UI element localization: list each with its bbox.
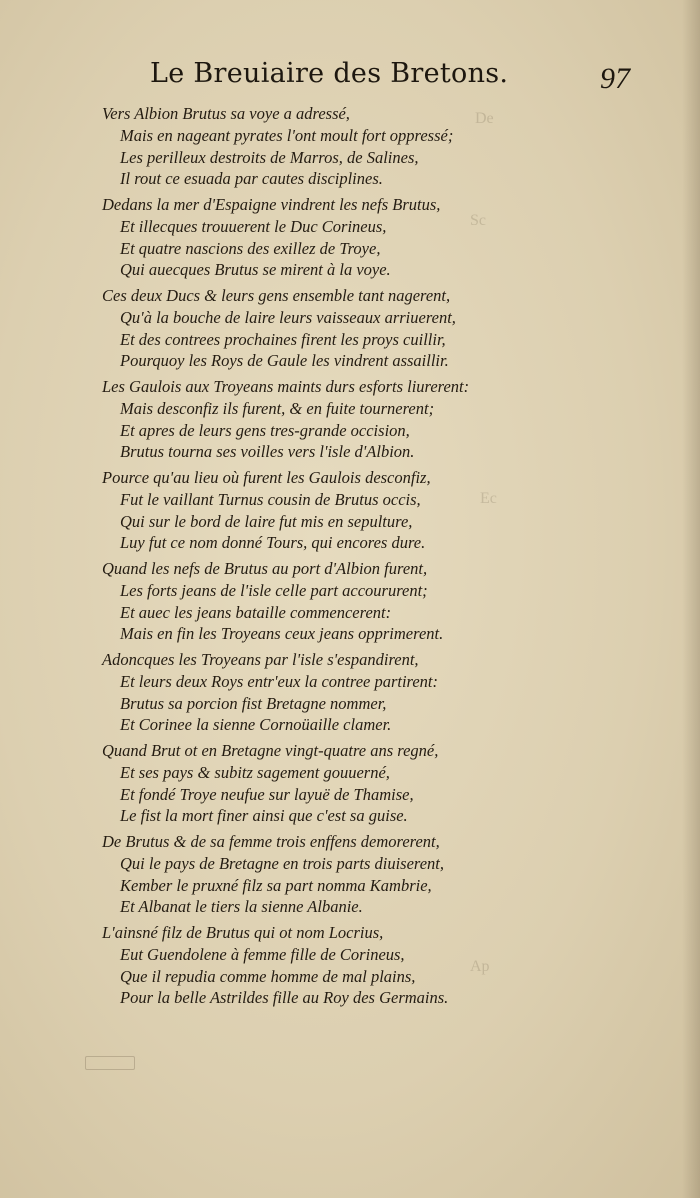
verse-line: Le fist la mort finer ainsi que c'est sa guise. — [120, 806, 408, 826]
verse-line: Brutus sa porcion fist Bretagne nommer, — [120, 693, 387, 713]
verse-line: Et auec les jeans bataille commencerent: — [120, 602, 392, 622]
verse-line: Mais en nageant pyrates l'ont moult fort oppressé; — [120, 125, 454, 145]
verse-line: Et des contrees prochaines firent les proys cuillir, — [120, 329, 446, 349]
verse-line: Pourquoy les Roys de Gaule les vindrent assaillir. — [120, 351, 449, 371]
gutter-shadow — [682, 0, 700, 1198]
verse-line: Et ses pays & subitz sagement gouuerné, — [120, 762, 390, 782]
verse-line: Et fondé Troye neufue sur layuë de Thamise, — [120, 784, 414, 804]
verse-line: Eut Guendolene à femme fille de Corineus, — [120, 944, 405, 964]
verse-line: Dedans la mer d'Espaigne vindrent les nefs Brutus, — [102, 195, 441, 214]
verse-line: Et Corinee la sienne Cornoüaille clamer. — [120, 715, 392, 735]
verse-line: Luy fut ce nom donné Tours, qui encores dure. — [120, 533, 426, 553]
verse-line: Et quatre nascions des exillez de Troye, — [120, 238, 381, 258]
verse-line: Et leurs deux Roys entr'eux la contree partirent: — [120, 671, 439, 691]
stanza-3 — [102, 285, 502, 376]
stanza-6 — [102, 558, 502, 649]
verse-line: Ces deux Ducs & leurs gens ensemble tant nagerent, — [102, 286, 451, 305]
page-number: 97 — [600, 62, 630, 95]
verse-line: Vers Albion Brutus sa voye a adressé, — [102, 104, 350, 123]
verse-line: Fut le vaillant Turnus cousin de Brutus occis, — [120, 489, 421, 509]
verse-line: Les perilleux destroits de Marros, de Salines, — [120, 147, 419, 167]
verse-line: Brutus tourna ses voilles vers l'isle d'Albion. — [120, 442, 415, 462]
stanza-1 — [102, 103, 502, 194]
verse-line: Mais en fin les Troyeans ceux jeans opprimerent. — [120, 624, 444, 644]
verse-line: Adoncques les Troyeans par l'isle s'espandirent, — [102, 650, 419, 669]
verse-line: Quand les nefs de Brutus au port d'Albion furent, — [102, 559, 428, 578]
verse-line: Qui le pays de Bretagne en trois parts diuiserent, — [120, 853, 444, 873]
verse-line: Kember le pruxné filz sa part nomma Kambrie, — [120, 875, 432, 895]
stanza-2 — [102, 194, 502, 285]
verse-line: Il rout ce esuada par cautes disciplines. — [120, 169, 383, 189]
stanza-8 — [102, 740, 502, 831]
show-through-text: Ap — [470, 958, 490, 975]
verse-line: De Brutus & de sa femme trois enffens demorerent, — [102, 832, 440, 851]
verse-line: Les Gaulois aux Troyeans maints durs esforts liurerent: — [102, 377, 470, 396]
verse-line: Qui auecques Brutus se mirent à la voye. — [120, 260, 391, 280]
verse-line: Et illecques trouuerent le Duc Corineus, — [120, 216, 387, 236]
verse-line: Mais desconfiz ils furent, & en fuite tournerent; — [120, 398, 435, 418]
stanza-10 — [102, 922, 502, 1013]
verse-line: Pour la belle Astrildes fille au Roy des Germains. — [120, 988, 449, 1008]
stanza-4 — [102, 376, 502, 467]
running-title: Le Breuiaire des Bretons. — [150, 58, 509, 89]
show-through-text: De — [475, 110, 494, 127]
verse-line: Et Albanat le tiers la sienne Albanie. — [120, 897, 363, 917]
verse-line: Qu'à la bouche de laire leurs vaisseaux arriuerent, — [120, 307, 456, 327]
verse-line: Et apres de leurs gens tres-grande occision, — [120, 420, 410, 440]
show-through-text: Sc — [470, 212, 486, 229]
page-header — [150, 58, 630, 98]
show-through-text: Ec — [480, 490, 497, 507]
stanza-7 — [102, 649, 502, 740]
verse-line: Les forts jeans de l'isle celle part accoururent; — [120, 580, 428, 600]
verse-line: L'ainsné filz de Brutus qui ot nom Locrius, — [102, 923, 384, 942]
verse-line: Pource qu'au lieu où furent les Gaulois desconfiz, — [102, 468, 431, 487]
stanza-9 — [102, 831, 502, 922]
stanza-5 — [102, 467, 502, 558]
verse-line: Que il repudia comme homme de mal plains, — [120, 966, 416, 986]
verse-line: Quand Brut ot en Bretagne vingt-quatre ans regné, — [102, 741, 439, 760]
verse-line: Qui sur le bord de laire fut mis en sepulture, — [120, 511, 413, 531]
library-stamp — [85, 1056, 135, 1070]
verse-block — [102, 103, 502, 1013]
